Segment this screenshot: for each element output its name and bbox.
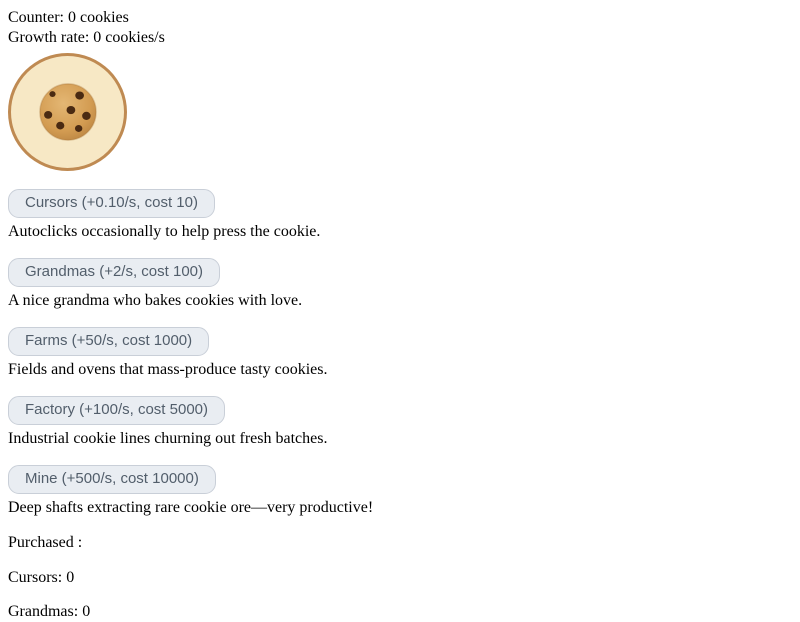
cursors-description: Autoclicks occasionally to help press the cookie. [8,222,321,240]
purchased-heading: Purchased : [8,534,83,552]
shop-list [8,189,792,518]
buy-grandmas-button[interactable]: Grandmas (+2/s, cost 100) [8,258,220,287]
building-cursors [8,189,792,241]
buy-mine-button[interactable]: Mine (+500/s, cost 10000) [8,465,216,494]
factory-description: Industrial cookie lines churning out fresh batches. [8,429,328,447]
buy-farms-button[interactable]: Farms (+50/s, cost 1000) [8,327,209,356]
building-factory [8,396,792,448]
building-grandmas [8,258,792,310]
mine-description: Deep shafts extracting rare cookie ore—very productive! [8,499,374,517]
farms-description: Fields and ovens that mass-produce tasty cookies. [8,360,328,378]
cookie-counter-text: Counter: 0 cookies [8,9,129,26]
grandmas-description: A nice grandma who bakes cookies with love. [8,291,303,309]
purchased-cursors-count: Cursors: 0 [8,568,75,586]
cookie-button[interactable] [8,53,127,171]
buy-cursors-button[interactable]: Cursors (+0.10/s, cost 10) [8,189,215,218]
purchased-grandmas-count: Grandmas: 0 [8,603,91,621]
buy-factory-button[interactable]: Factory (+100/s, cost 5000) [8,396,225,425]
building-mine [8,465,792,517]
growth-rate-text: Growth rate: 0 cookies/s [8,29,165,47]
building-farms [8,327,792,379]
cookie-icon [37,81,99,143]
